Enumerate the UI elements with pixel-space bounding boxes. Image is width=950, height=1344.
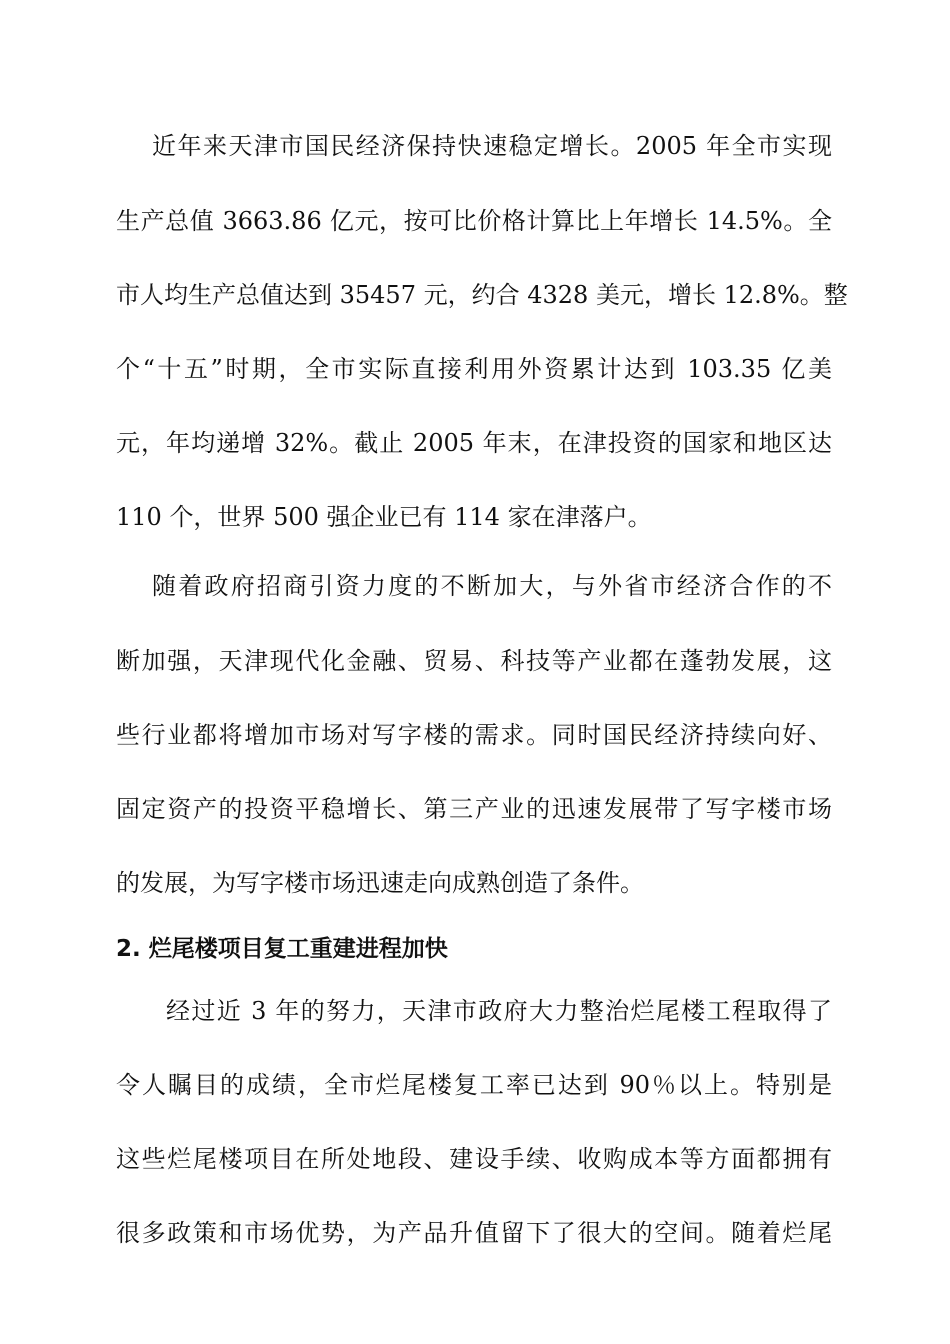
paragraph-line: 的发展，为写字楼市场迅速走向成熟创造了条件。 <box>116 869 644 897</box>
paragraph-line: 固定资产的投资平稳增长、第三产业的迅速发展带了写字楼市场 <box>116 795 832 823</box>
paragraph-line: 些行业都将增加市场对写字楼的需求。同时国民经济持续向好、 <box>116 721 832 749</box>
section-heading: 2. 烂尾楼项目复工重建进程加快 <box>116 936 448 962</box>
paragraph-line: 个“十五”时期，全市实际直接利用外资累计达到 103.35 亿美 <box>116 355 832 383</box>
paragraph-line: 市人均生产总值达到 35457 元，约合 4328 美元，增长 12.8%。整 <box>116 281 848 309</box>
paragraph-line: 令人瞩目的成绩，全市烂尾楼复工率已达到 90％以上。特别是 <box>116 1071 832 1099</box>
paragraph-line: 生产总值 3663.86 亿元，按可比价格计算比上年增长 14.5%。全 <box>116 207 832 235</box>
paragraph-line: 近年来天津市国民经济保持快速稳定增长。2005 年全市实现 <box>152 132 832 160</box>
paragraph-line: 随着政府招商引资力度的不断加大，与外省市经济合作的不 <box>152 572 832 600</box>
paragraph-line: 110 个，世界 500 强企业已有 114 家在津落户。 <box>116 503 652 531</box>
paragraph-line: 很多政策和市场优势，为产品升值留下了很大的空间。随着烂尾 <box>116 1219 832 1247</box>
paragraph-line: 这些烂尾楼项目在所处地段、建设手续、收购成本等方面都拥有 <box>116 1145 832 1173</box>
paragraph-line: 断加强，天津现代化金融、贸易、科技等产业都在蓬勃发展，这 <box>116 647 832 675</box>
paragraph-line: 经过近 3 年的努力，天津市政府大力整治烂尾楼工程取得了 <box>166 997 832 1025</box>
paragraph-line: 元，年均递增 32%。截止 2005 年末，在津投资的国家和地区达 <box>116 429 832 457</box>
